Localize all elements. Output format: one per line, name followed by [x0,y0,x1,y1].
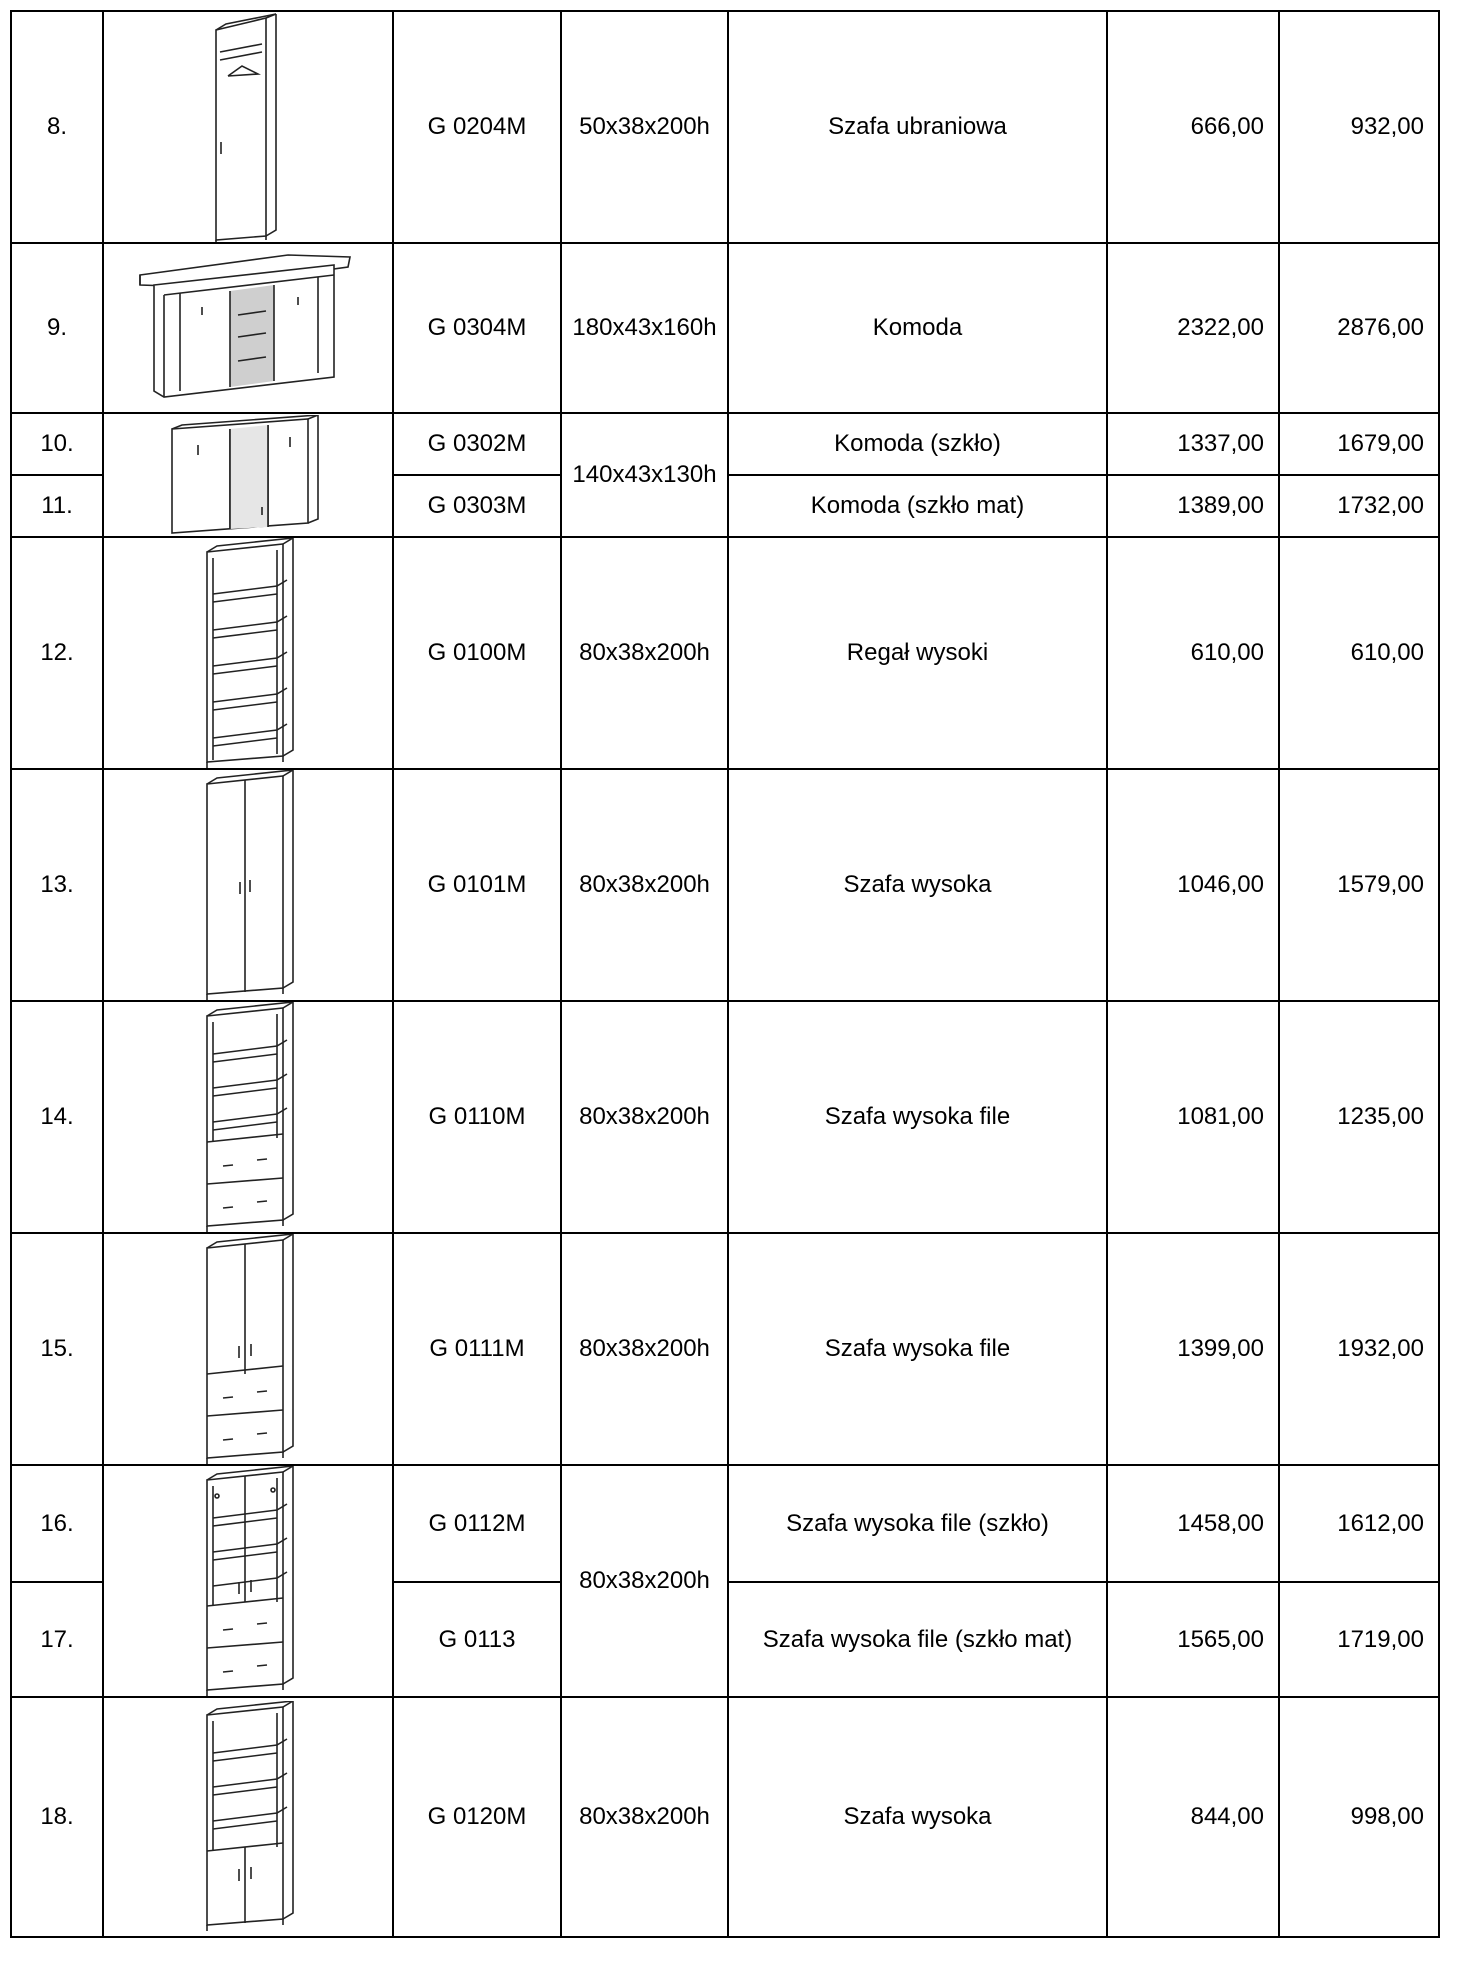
row-number: 17. [11,1582,103,1697]
price-gross: 1932,00 [1279,1233,1439,1465]
product-code: G 0111M [393,1233,561,1465]
price-net: 1337,00 [1107,413,1279,475]
product-code: G 0110M [393,1001,561,1233]
price-gross: 1679,00 [1279,413,1439,475]
row-number: 18. [11,1697,103,1937]
product-code: G 0302M [393,413,561,475]
row-number: 8. [11,11,103,243]
row-number: 16. [11,1465,103,1582]
row-number: 10. [11,413,103,475]
dimensions: 80x38x200h [561,537,728,769]
product-code: G 0120M [393,1697,561,1937]
price-net: 1081,00 [1107,1001,1279,1233]
product-name: Szafa wysoka file [728,1233,1107,1465]
table-row [11,11,1439,243]
product-code: G 0112M [393,1465,561,1582]
product-name: Regał wysoki [728,537,1107,769]
bookshelf-icon [103,537,393,769]
row-number: 11. [11,475,103,537]
price-net: 1565,00 [1107,1582,1279,1697]
product-code: G 0303M [393,475,561,537]
shelf-cabinet-icon [103,1697,393,1937]
product-code: G 0113 [393,1582,561,1697]
price-net: 666,00 [1107,11,1279,243]
tall-cabinet-icon [103,769,393,1001]
table-row [11,537,1439,769]
dimensions: 80x38x200h [561,1465,728,1697]
table-row [11,769,1439,1001]
product-code: G 0304M [393,243,561,413]
dimensions: 80x38x200h [561,1697,728,1937]
shelf-drawers-icon [103,1001,393,1233]
product-name: Szafa wysoka file (szkło mat) [728,1582,1107,1697]
sliding-cabinet-icon [103,413,393,537]
price-net: 844,00 [1107,1697,1279,1937]
price-net: 1399,00 [1107,1233,1279,1465]
price-gross: 998,00 [1279,1697,1439,1937]
price-net: 610,00 [1107,537,1279,769]
row-number: 12. [11,537,103,769]
dimensions: 80x38x200h [561,769,728,1001]
product-name: Szafa wysoka [728,769,1107,1001]
price-gross: 1732,00 [1279,475,1439,537]
table-row [11,1697,1439,1937]
table-row [11,413,1439,475]
dimensions: 80x38x200h [561,1233,728,1465]
price-net: 1458,00 [1107,1465,1279,1582]
cabinet-drawers-icon [103,1233,393,1465]
price-gross: 1719,00 [1279,1582,1439,1697]
dimensions: 80x38x200h [561,1001,728,1233]
product-name: Komoda (szkło) [728,413,1107,475]
price-gross: 610,00 [1279,537,1439,769]
product-name: Komoda [728,243,1107,413]
row-number: 15. [11,1233,103,1465]
table-row [11,1465,1439,1582]
wardrobe-icon [103,11,393,243]
price-net: 1046,00 [1107,769,1279,1001]
row-number: 13. [11,769,103,1001]
sideboard-icon [103,243,393,413]
price-gross: 1235,00 [1279,1001,1439,1233]
product-code: G 0100M [393,537,561,769]
product-name: Komoda (szkło mat) [728,475,1107,537]
dimensions: 140x43x130h [561,413,728,537]
dimensions: 180x43x160h [561,243,728,413]
price-gross: 932,00 [1279,11,1439,243]
price-net: 2322,00 [1107,243,1279,413]
product-name: Szafa wysoka file (szkło) [728,1465,1107,1582]
row-number: 14. [11,1001,103,1233]
product-code: G 0204M [393,11,561,243]
product-code: G 0101M [393,769,561,1001]
product-name: Szafa wysoka file [728,1001,1107,1233]
table-row [11,243,1439,413]
glass-cabinet-drawers-icon [103,1465,393,1697]
price-table [10,10,1440,1938]
product-name: Szafa ubraniowa [728,11,1107,243]
row-number: 9. [11,243,103,413]
product-name: Szafa wysoka [728,1697,1107,1937]
price-gross: 1579,00 [1279,769,1439,1001]
table-row [11,1001,1439,1233]
table-row [11,1233,1439,1465]
price-gross: 2876,00 [1279,243,1439,413]
price-gross: 1612,00 [1279,1465,1439,1582]
price-net: 1389,00 [1107,475,1279,537]
dimensions: 50x38x200h [561,11,728,243]
